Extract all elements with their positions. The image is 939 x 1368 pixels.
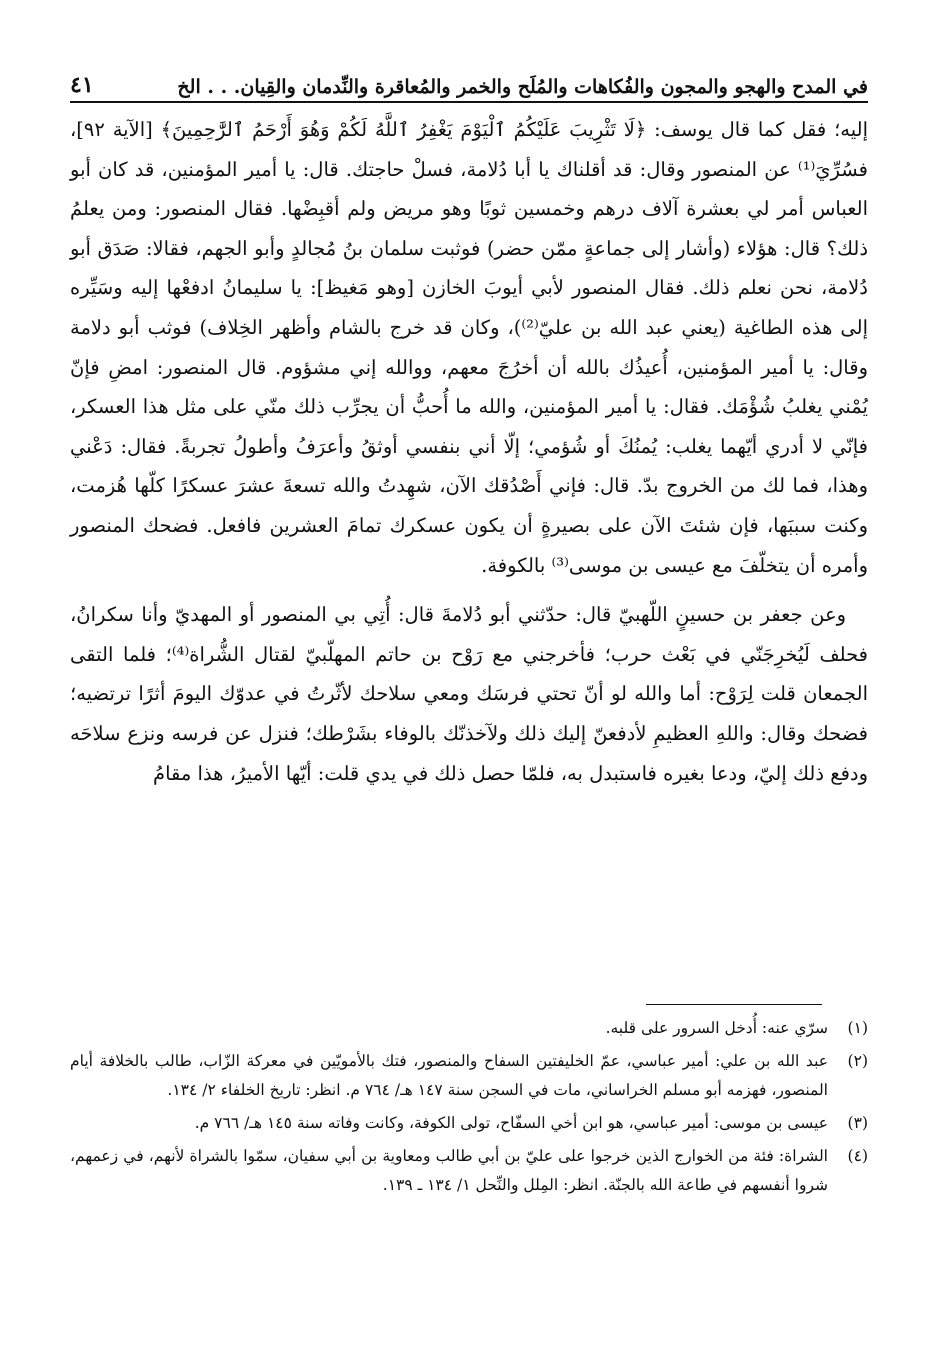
footnote-number: (١) xyxy=(847,1019,868,1037)
footnote-number: (٤) xyxy=(847,1147,868,1165)
footnote-4 xyxy=(70,1142,868,1200)
main-text xyxy=(70,110,868,793)
footnote-separator xyxy=(646,1004,822,1005)
paragraph-1: إليه؛ فقل كما قال يوسف: ﴿لَا تَثْرِيبَ عَلَيْكُمُ ٱلْيَوْمَ يَغْفِرُ ٱللَّهُ لَكُمْ وَهُوَ أَرْحَمُ ٱلرَّٰحِمِينَ﴾ [الآية ٩٢]، فسُرِّيَ⁽¹⁾ عن المنصور وقال: قد أقلناك يا أبا دُلامة، فسلْ حاجتك. قال: يا أمير المؤمنين، قد كان أبو العباس أمر لي بعشرة آلاف درهم وخمسين ثوبًا وهو مريض ولم أقبِضْها. فقال المنصور: ومن يعلمُ ذلك؟ قال: هؤلاء (وأشار إلى جماعةٍ ممّن حضر) فوثبت سلمان بنُ مُجالدٍ وأبو الجهم، فقالا: صَدَق أبو دُلامة، نحن نعلم ذلك. فقال المنصور لأبي أيوبَ الخازن [وهو مَغيظ]: يا سليمانُ ادفعْها إليه وسَيِّره إلى هذه الطاغية (يعني عبد الله بن عليّ⁽²⁾)، وكان قد خرج بالشام وأظهر الخِلاف) فوثب أبو دلامة وقال: يا أمير المؤمنين، أُعيذُك بالله أن أخرُجَ معهم، ووالله إني مشؤوم. قال المنصور: امضِ فإنّ يُمْني يغلبُ شُؤْمَك. فقال: يا أمير المؤمنين، والله ما أُحبُّ أن يجرِّب ذلك منّي على مثل هذا العسكر، فإنّي لا أدري أيّهما يغلب: يُمنُكَ أو شُؤمي؛ إلّا أني بنفسي أوثقُ وأعرَفُ وأطولُ تجربةً. فقال: دَعْني وهذا، فما لك من الخروج بدّ. قال: فإني أَصْدُقك الآن، شهِدتُ والله تسعةَ عشرَ عسكرًا كلّها هُزمت، وكنت سببَها، فإن شئتَ الآن على بصيرةٍ أن يكون عسكرك تمامَ العشرين فافعل. فضحك المنصور وأمره أن يتخلّفَ مع عيسى بن موسى⁽³⁾ بالكوفة. xyxy=(70,118,868,577)
footnote-2 xyxy=(70,1047,868,1105)
footnote-number: (٢) xyxy=(847,1052,868,1070)
footnotes xyxy=(70,1014,868,1204)
footnote-text: الشراة: فئة من الخوارج الذين خرجوا على عليّ بن أبي طالب ومعاوية بن أبي سفيان، سمّوا بالشراة لأنهم، في زعمهم، شروا أنفسهم في طاعة الله بالجنّة. انظر: المِلل والنِّحل ١/ ١٣٤ ـ ١٣٩. xyxy=(70,1147,828,1194)
footnote-1 xyxy=(70,1014,868,1043)
page-number: ٤١ xyxy=(70,72,94,98)
footnote-text: عيسى بن موسى: أمير عباسي، هو ابن أخي السفّاح، تولى الكوفة، وكانت وفاته سنة ١٤٥ هـ/ ٧٦٦ م. xyxy=(194,1114,828,1132)
footnote-text: عبد الله بن علي: أمير عباسي، عمّ الخليفتين السفاح والمنصور، فتك بالأمويّين في معركة الزّاب، طالب بالخلافة أيام المنصور، فهزمه أبو مسلم الخراساني، مات في السجن سنة ١٤٧ هـ/ ٧٦٤ م. انظر: تاريخ الخلفاء ٢/ ١٣٤. xyxy=(70,1052,828,1099)
page-header xyxy=(70,58,868,98)
footnote-number: (٣) xyxy=(847,1114,868,1132)
header-rule xyxy=(70,101,868,103)
footnote-3 xyxy=(70,1109,868,1138)
paragraph-2: وعن جعفر بن حسينٍ اللّهبيّ قال: حدّثني أبو دُلامةَ قال: أُتِي بي المنصور أو المهديّ وأنا سكرانُ، فحلف لَيُخرِجَنّي في بَعْث حرب؛ فأخرجني مع رَوْح بن حاتم المهلّبيّ لقتال الشُّراة⁽⁴⁾؛ فلما التقى الجمعان قلت لِرَوْح: أما والله لو أنّ تحتي فرسَك ومعي سلاحك لأثّرتُ في عدوّك اليومَ أثرًا ترتضيه؛ فضحك وقال: واللهِ العظيمِ لأدفعنّ إليك ذلك ولآخذنّك بالوفاء بشَرْطك؛ فنزل عن فرسه ونزع سلاحَه ودفع ذلك إليّ، ودعا بغيره فاستبدل به، فلمّا حصل ذلك في يدي قلت: أيّها الأميرُ، هذا مقامُ xyxy=(70,603,868,785)
footnote-text: سرّي عنه: أُدخل السرور على قلبه. xyxy=(605,1019,828,1037)
running-head: في المدح والهجو والمجون والفُكاهات والمُلَح والخمر والمُعاقرة والنِّدمان والقِيان. . . الخ xyxy=(177,76,868,98)
